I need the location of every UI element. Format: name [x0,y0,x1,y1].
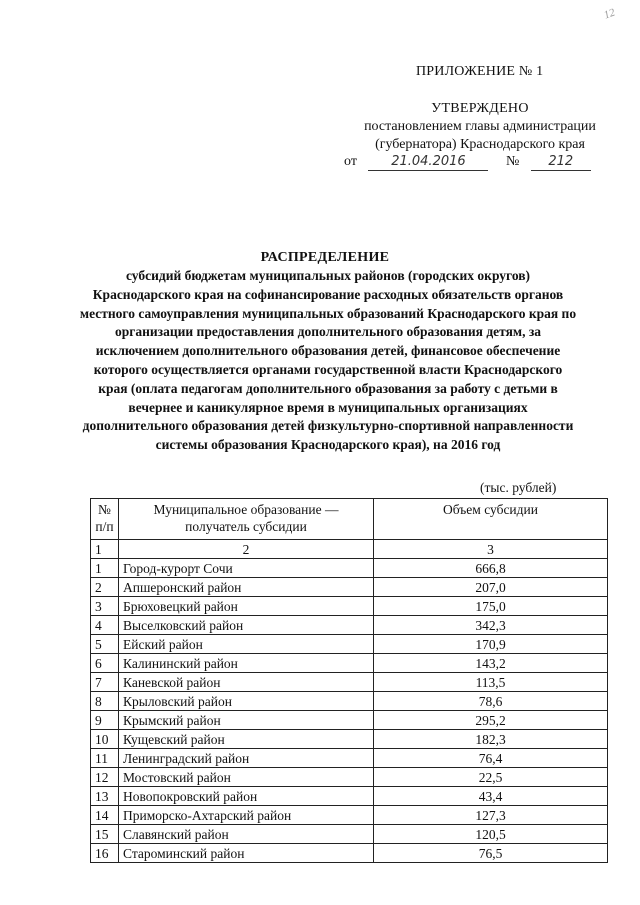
approval-block [352,100,608,154]
municipality-name: Мостовский район [119,768,374,787]
row-number: 14 [91,806,119,825]
municipality-name: Калининский район [119,654,374,673]
municipality-name: Город-курорт Сочи [119,559,374,578]
row-number: 10 [91,730,119,749]
units-label: (тыс. рублей) [480,480,557,495]
number-prefix: № [505,154,520,169]
row-number: 4 [91,616,119,635]
row-number: 11 [91,749,119,768]
subsidy-amount: 182,3 [374,730,608,749]
table-row [91,578,608,597]
subsidy-amount: 295,2 [374,711,608,730]
table-row [91,768,608,787]
approval-title: УТВЕРЖДЕНО [431,101,529,116]
subsidy-amount: 207,0 [374,578,608,597]
subsidy-amount: 22,5 [374,768,608,787]
subsidy-amount: 76,4 [374,749,608,768]
municipality-name: Кущевский район [119,730,374,749]
table-row [91,635,608,654]
row-number: 6 [91,654,119,673]
column-number: 1 [91,540,119,559]
subsidy-amount: 666,8 [374,559,608,578]
subsidy-amount: 120,5 [374,825,608,844]
row-number: 16 [91,844,119,863]
municipality-name: Каневской район [119,673,374,692]
table-row [91,730,608,749]
subsidy-amount: 43,4 [374,787,608,806]
municipality-name: Приморско-Ахтарский район [119,806,374,825]
subsidy-amount: 76,5 [374,844,608,863]
table-row [91,559,608,578]
table-row [91,825,608,844]
header-num: № п/п [91,499,119,540]
row-number: 5 [91,635,119,654]
row-number: 2 [91,578,119,597]
approval-date: 21.04.2016 [368,154,488,171]
document-title: РАСПРЕДЕЛЕНИЕ [260,250,390,265]
municipality-name: Брюховецкий район [119,597,374,616]
table-header-row [91,499,608,540]
page-number-handwritten: 12 [602,6,617,22]
subsidy-table [90,498,608,863]
table-row [91,597,608,616]
header-amount: Объем субсидии [374,499,608,540]
row-number: 7 [91,673,119,692]
row-number: 15 [91,825,119,844]
subsidy-amount: 78,6 [374,692,608,711]
table-row [91,844,608,863]
subsidy-amount: 175,0 [374,597,608,616]
row-number: 13 [91,787,119,806]
appendix-label: ПРИЛОЖЕНИЕ № 1 [416,64,544,79]
municipality-name: Новопокровский район [119,787,374,806]
table-row [91,806,608,825]
subsidy-amount: 143,2 [374,654,608,673]
table-row [91,654,608,673]
header-name: Муниципальное образование — получатель субсидии [119,499,374,540]
row-number: 12 [91,768,119,787]
municipality-name: Ленинградский район [119,749,374,768]
table-body [91,559,608,863]
municipality-name: Крыловский район [119,692,374,711]
municipality-name: Выселковский район [119,616,374,635]
table-row [91,673,608,692]
approval-reference [344,154,604,171]
row-number: 9 [91,711,119,730]
municipality-name: Ейский район [119,635,374,654]
approval-line-1: постановлением главы администрации [364,119,596,134]
table-row [91,749,608,768]
approval-number: 212 [531,154,591,171]
row-number: 1 [91,559,119,578]
municipality-name: Староминский район [119,844,374,863]
column-number: 3 [374,540,608,559]
subsidy-amount: 170,9 [374,635,608,654]
municipality-name: Славянский район [119,825,374,844]
document-subtitle: субсидий бюджетам муниципальных районов (городских округов) Краснодарского края на софинансирование расходных обязательств органов местного самоуправления муниципальных образований Краснодарского края по организации предоставления дополнительного образования детям, за исключением дополнительного образования детей, финансовое обеспечение которого осуществляется органами государственной власти Краснодарского края (оплата педагогам дополнительного образования за работу с детьми в вечернее и каникулярное время в муниципальных организациях дополнительного образования детей физкультурно-спортивной направленности системы образования Краснодарского края), на 2016 год [79,268,577,453]
column-number-row [91,540,608,559]
subsidy-amount: 342,3 [374,616,608,635]
table-row [91,692,608,711]
table-row [91,711,608,730]
row-number: 3 [91,597,119,616]
row-number: 8 [91,692,119,711]
date-prefix: от [344,154,357,169]
table-row [91,787,608,806]
subsidy-amount: 127,3 [374,806,608,825]
approval-line-2: (губернатора) Краснодарского края [375,137,585,152]
subsidy-amount: 113,5 [374,673,608,692]
municipality-name: Крымский район [119,711,374,730]
column-number: 2 [119,540,374,559]
table-row [91,616,608,635]
municipality-name: Апшеронский район [119,578,374,597]
